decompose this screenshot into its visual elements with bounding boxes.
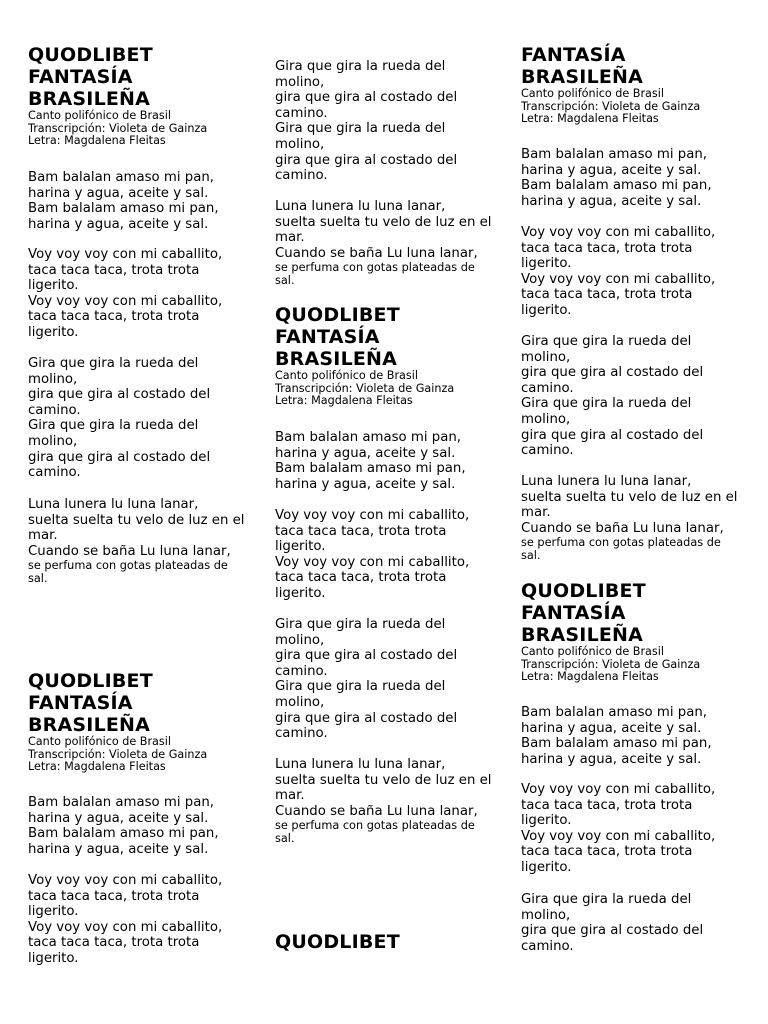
song-credits (28, 736, 264, 774)
text-line: gira que gira al costado del (28, 387, 211, 403)
text-line: suelta suelta tu velo de luz en el (521, 489, 738, 505)
verse-rueda-molino (28, 356, 264, 481)
text-line: taca taca taca, trota trota (521, 844, 693, 860)
text-line: suelta suelta tu velo de luz en el (28, 512, 245, 528)
verse-luna-lunera (275, 199, 511, 287)
text-line: Transcripción: Violeta de Gainza (521, 99, 701, 113)
text-line: QUODLIBET (521, 580, 646, 602)
song-title (275, 931, 511, 953)
text-line: taca taca taca, trota trota (28, 888, 200, 904)
verse-rueda-molino (521, 892, 757, 954)
text-line: Voy voy voy con mi caballito, (275, 508, 470, 523)
verse-luna-lines (275, 757, 511, 819)
text-line: camino. (521, 380, 574, 396)
song-title (275, 304, 511, 370)
verse-bam-balalan (28, 795, 264, 857)
text-line: mar. (275, 230, 305, 246)
text-line: taca taca taca, trota trota (28, 262, 200, 278)
text-line: harina y agua, aceite y sal. (521, 162, 702, 178)
text-line: Letra: Magdalena Fleitas (28, 760, 166, 774)
verse-caballito (28, 873, 264, 967)
text-line: mar. (521, 505, 551, 521)
text-line: FANTASÍA (521, 44, 626, 66)
text-line: Luna lunera lu luna lanar, (275, 199, 446, 214)
text-line: QUODLIBET (28, 670, 153, 692)
text-line: camino. (275, 105, 328, 121)
text-line: Gira que gira la rueda del (275, 121, 446, 137)
song-credits (521, 646, 757, 684)
text-line: Transcripción: Violeta de Gainza (521, 657, 701, 671)
verse-luna-small (275, 261, 511, 287)
text-line: Bam balalam amaso mi pan, (28, 201, 219, 217)
text-line: Gira que gira la rueda del (521, 334, 692, 349)
verse-bam-balalan (521, 147, 757, 209)
text-line: ligerito. (28, 904, 79, 920)
verse-luna-lunera (521, 474, 757, 562)
verse-bam-balalan (521, 705, 757, 767)
text-line: Luna lunera lu luna lanar, (28, 497, 199, 512)
text-line: Bam balalan amaso mi pan, (28, 795, 215, 810)
text-line: Canto polifónico de Brasil (28, 109, 171, 122)
text-line: Voy voy voy con mi caballito, (28, 247, 223, 262)
text-line: Voy voy voy con mi caballito, (28, 293, 223, 309)
text-line: harina y agua, aceite y sal. (521, 720, 702, 736)
text-line: taca taca taca, trota trota (28, 309, 200, 325)
text-line: Bam balalam amaso mi pan, (521, 736, 712, 752)
text-line: Luna lunera lu luna lanar, (275, 757, 446, 772)
text-line: gira que gira al costado del (521, 923, 704, 939)
text-line: ligerito. (521, 256, 572, 272)
text-line: harina y agua, aceite y sal. (28, 185, 209, 201)
verse-rueda-molino (275, 617, 511, 742)
text-line: gira que gira al costado del (275, 710, 458, 726)
text-line: Bam balalan amaso mi pan, (521, 705, 708, 720)
text-line: Voy voy voy con mi caballito, (28, 873, 223, 888)
verse-caballito (521, 225, 757, 319)
text-line: Cuando se baña Lu luna lanar, (521, 520, 724, 536)
text-line: molino, (275, 74, 325, 90)
text-line: BRASILEÑA (521, 624, 644, 646)
text-line: se perfuma con gotas plateadas de (275, 819, 475, 833)
text-line: sal. (275, 274, 295, 288)
text-line: se perfuma con gotas plateadas de (28, 559, 228, 573)
text-line: taca taca taca, trota trota (521, 287, 693, 303)
text-line: BRASILEÑA (28, 714, 151, 736)
text-line: Gira que gira la rueda del (28, 356, 199, 371)
text-line: ligerito. (521, 859, 572, 875)
text-line: molino, (275, 136, 325, 152)
text-line: taca taca taca, trota trota (275, 523, 447, 539)
text-line: ligerito. (275, 539, 326, 555)
text-line: harina y agua, aceite y sal. (521, 751, 702, 767)
text-line: taca taca taca, trota trota (275, 570, 447, 586)
song-credits (275, 370, 511, 408)
text-line: molino, (521, 349, 571, 365)
song-title (28, 44, 264, 110)
text-line: molino, (275, 694, 325, 710)
text-line: ligerito. (521, 302, 572, 318)
text-line: FANTASÍA (521, 602, 626, 624)
text-line: sal. (28, 572, 48, 586)
verse-caballito (28, 247, 264, 341)
text-line: camino. (275, 663, 328, 679)
verse-luna-small (275, 819, 511, 845)
text-line: BRASILEÑA (28, 88, 151, 110)
text-line: ligerito. (28, 278, 79, 294)
verse-luna-lines (275, 199, 511, 261)
text-line: Bam balalan amaso mi pan, (521, 147, 708, 162)
text-line: taca taca taca, trota trota (28, 935, 200, 951)
text-line: Bam balalam amaso mi pan, (275, 461, 466, 477)
text-line: Bam balalan amaso mi pan, (28, 170, 215, 185)
text-line: sal. (275, 832, 295, 846)
text-line: camino. (521, 443, 574, 459)
song-2-2 (275, 931, 511, 953)
text-line: BRASILEÑA (521, 66, 644, 88)
text-line: Gira que gira la rueda del (28, 418, 199, 434)
song-2-1 (275, 304, 511, 408)
text-line: Luna lunera lu luna lanar, (521, 474, 692, 489)
text-line: ligerito. (28, 950, 79, 966)
verse-luna-lines (521, 474, 757, 536)
text-line: Gira que gira la rueda del (275, 617, 446, 632)
text-line: Letra: Magdalena Fleitas (521, 112, 659, 126)
text-line: ligerito. (521, 813, 572, 829)
verse-bam-balalan (28, 170, 264, 232)
text-line: camino. (28, 465, 81, 481)
text-line: Gira que gira la rueda del (275, 679, 446, 695)
text-line: FANTASÍA (275, 326, 380, 348)
text-line: Cuando se baña Lu luna lanar, (28, 543, 231, 559)
text-line: Voy voy voy con mi caballito, (521, 271, 716, 287)
text-line: Canto polifónico de Brasil (521, 645, 664, 658)
text-line: camino. (275, 726, 328, 742)
text-line: QUODLIBET (275, 931, 400, 953)
text-line: QUODLIBET (28, 44, 153, 66)
verse-bam-balalan (275, 430, 511, 492)
text-line: QUODLIBET (275, 304, 400, 326)
verse-luna-lunera (28, 497, 264, 585)
text-line: harina y agua, aceite y sal. (28, 841, 209, 857)
song-credits (28, 110, 264, 148)
song-title (521, 580, 757, 646)
text-line: harina y agua, aceite y sal. (521, 193, 702, 209)
text-line: sal. (521, 549, 541, 563)
verse-luna-small (28, 559, 264, 585)
text-line: harina y agua, aceite y sal. (28, 216, 209, 232)
text-line: Letra: Magdalena Fleitas (521, 670, 659, 684)
text-line: Voy voy voy con mi caballito, (28, 919, 223, 935)
song-title (521, 44, 757, 88)
text-line: molino, (28, 433, 78, 449)
text-line: FANTASÍA (28, 66, 133, 88)
verse-rueda-molino (275, 59, 511, 184)
text-line: molino, (521, 907, 571, 923)
song-1-2 (28, 670, 264, 774)
text-line: Cuando se baña Lu luna lanar, (275, 245, 478, 261)
text-line: Canto polifónico de Brasil (275, 369, 418, 382)
text-line: Transcripción: Violeta de Gainza (28, 121, 208, 135)
song-3-2 (521, 580, 757, 684)
text-line: Canto polifónico de Brasil (28, 735, 171, 748)
text-line: Transcripción: Violeta de Gainza (275, 381, 455, 395)
text-line: camino. (521, 938, 574, 954)
text-line: BRASILEÑA (275, 348, 398, 370)
text-line: gira que gira al costado del (28, 449, 211, 465)
verse-caballito (521, 782, 757, 876)
text-line: Gira que gira la rueda del (275, 59, 446, 74)
text-line: Voy voy voy con mi caballito, (521, 782, 716, 797)
text-line: Voy voy voy con mi caballito, (521, 828, 716, 844)
text-line: molino, (28, 371, 78, 387)
verse-luna-lunera (275, 757, 511, 845)
text-line: Gira que gira la rueda del (521, 892, 692, 907)
text-line: Gira que gira la rueda del (521, 396, 692, 412)
text-line: molino, (521, 411, 571, 427)
text-line: gira que gira al costado del (521, 365, 704, 381)
text-line: harina y agua, aceite y sal. (275, 445, 456, 461)
verse-luna-lines (28, 497, 264, 559)
verse-rueda-molino (521, 334, 757, 459)
text-line: Voy voy voy con mi caballito, (521, 225, 716, 240)
text-line: Bam balalam amaso mi pan, (521, 178, 712, 194)
song-1-1 (28, 44, 264, 148)
text-line: Cuando se baña Lu luna lanar, (275, 803, 478, 819)
text-line: Transcripción: Violeta de Gainza (28, 747, 208, 761)
text-line: suelta suelta tu velo de luz en el (275, 772, 492, 788)
text-line: harina y agua, aceite y sal. (28, 810, 209, 826)
text-line: taca taca taca, trota trota (521, 240, 693, 256)
text-line: gira que gira al costado del (521, 427, 704, 443)
text-line: molino, (275, 632, 325, 648)
text-line: camino. (28, 402, 81, 418)
text-line: ligerito. (28, 324, 79, 340)
text-line: harina y agua, aceite y sal. (275, 476, 456, 492)
text-line: gira que gira al costado del (275, 90, 458, 106)
text-line: mar. (28, 528, 58, 544)
text-line: Canto polifónico de Brasil (521, 87, 664, 100)
text-line: camino. (275, 168, 328, 184)
text-line: ligerito. (275, 585, 326, 601)
text-line: Letra: Magdalena Fleitas (275, 394, 413, 408)
text-line: Bam balalam amaso mi pan, (28, 826, 219, 842)
song-credits (521, 88, 757, 126)
text-line: FANTASÍA (28, 692, 133, 714)
text-line: mar. (275, 788, 305, 804)
text-line: taca taca taca, trota trota (521, 797, 693, 813)
song-3-1 (521, 44, 757, 126)
text-line: Voy voy voy con mi caballito, (275, 554, 470, 570)
text-line: se perfuma con gotas plateadas de (521, 536, 721, 550)
text-line: gira que gira al costado del (275, 648, 458, 664)
verse-caballito (275, 508, 511, 602)
text-line: suelta suelta tu velo de luz en el (275, 214, 492, 230)
text-line: gira que gira al costado del (275, 152, 458, 168)
text-line: Bam balalan amaso mi pan, (275, 430, 462, 445)
verse-luna-small (521, 536, 757, 562)
text-line: se perfuma con gotas plateadas de (275, 261, 475, 275)
song-title (28, 670, 264, 736)
text-line: Letra: Magdalena Fleitas (28, 134, 166, 148)
